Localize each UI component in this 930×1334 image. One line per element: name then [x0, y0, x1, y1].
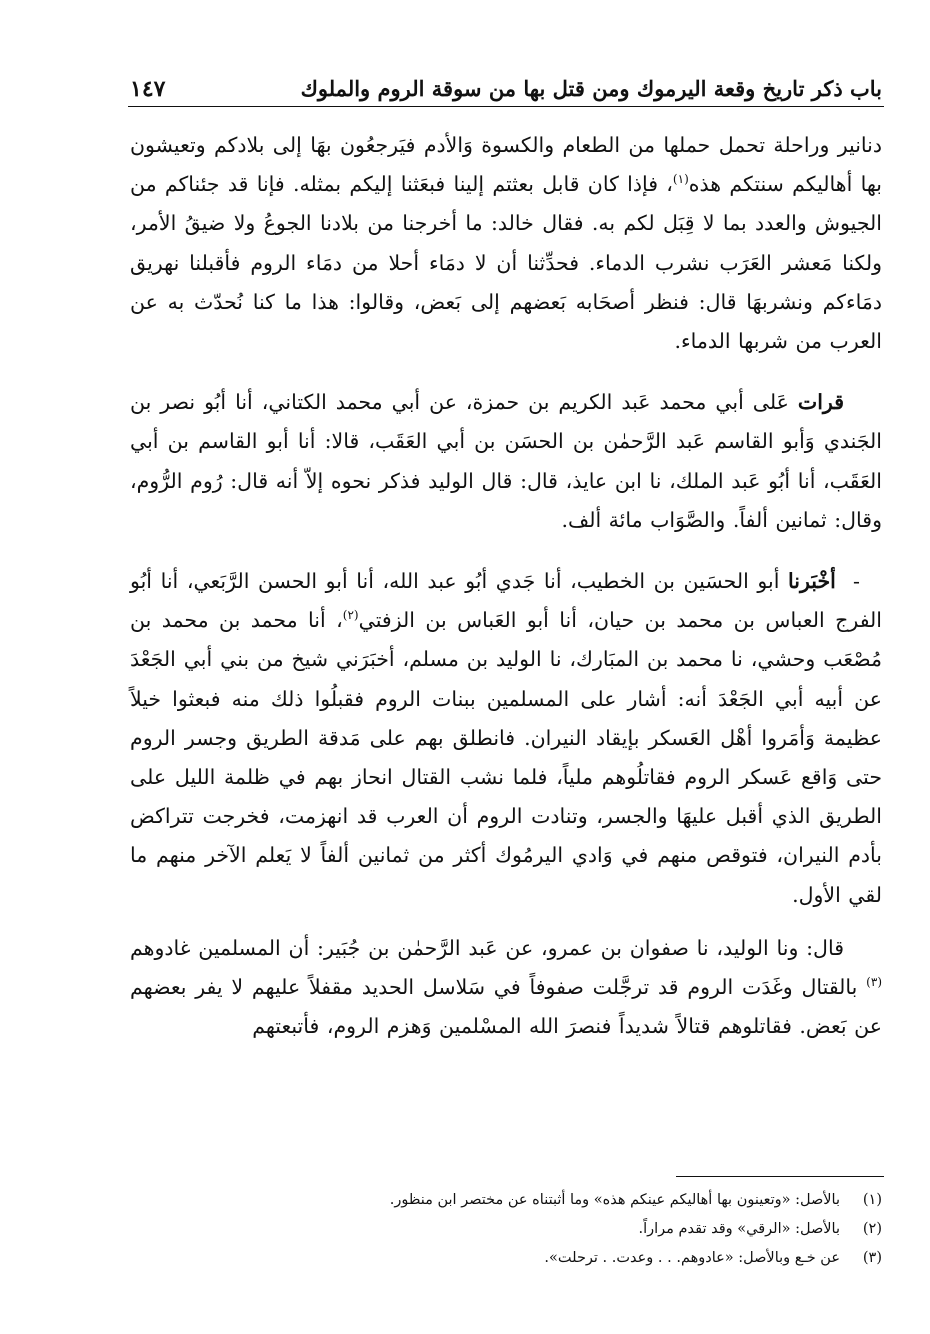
footnotes [130, 1186, 882, 1273]
footnote-ref-3[interactable]: (٣) [866, 975, 882, 990]
paragraph-2-text: عَلى أبي محمد عَبد الكريم بن حمزة، عن أبي محمد الكتاني، أنا أبُو نصر بن الجَندي وَأبو القاسم عَبد الرَّحمٰن بن الحسَن بن أبي العَقَب، قالا: أنا أبو القاسم بن أبي العَقَب، أنا أبُو عَبد الملك، نا ابن عايذ، قال: قال الوليد فذكر نحوه إلاّ أنه قال: رُوم الرُّوم، وقال: ثمانين ألفاً. والصَّوَاب مائة ألف. [130, 390, 882, 532]
footnote-number: (٢) [862, 1221, 882, 1237]
paragraph-2 [130, 383, 882, 540]
footnote-text: بالأصل: «وتعينون بها أهاليكم عينكم هذه» وما أثبتناه عن مختصر ابن منظور. [389, 1192, 840, 1208]
header-divider [128, 106, 884, 107]
footnote-2 [130, 1215, 882, 1244]
footnote-divider [676, 1176, 884, 1177]
footnote-number: (١) [862, 1192, 882, 1208]
footnote-3 [130, 1244, 882, 1273]
main-text [130, 126, 882, 1046]
paragraph-3-text-a: أبو الحسَين بن الخطيب، أنا جَدي أبُو عبد الله، أنا أبو الحسن الرَّبَعي، أنا أبُو الفرج العباس بن محمد بن حيان، أنا أبو العَباس بن الزفتي [130, 569, 883, 633]
chapter-title: باب ذكر تاريخ وقعة اليرموك ومن قتل بها من سوقة الروم والملوك [300, 76, 882, 101]
footnote-number: (٣) [862, 1250, 882, 1266]
paragraph-1 [130, 126, 882, 361]
paragraph-4-text-b: بالقتال وغَدَت الروم قد ترجَّلت صفوفاً في سَلاسل الحديد مقفلاً عليهم لا يفر بعضهم عن بَعض. فقاتلوهم قتالاً شديداً فنصرَ الله المسْلمين وَهزم الروم، فأتبعتهم [130, 975, 882, 1039]
footnote-ref-2[interactable]: (٢) [342, 608, 359, 623]
footnote-ref-1[interactable]: (١) [672, 172, 689, 187]
paragraph-3-text-b: ، أنا محمد بن محمد بن مُصْعَب وحشي، نا محمد بن المبَارك، نا الوليد بن مسلم، أخبَرَني شيخ من بني أبي الجَعْدَ عن أبيه أبي الجَعْدَ أنه: أشار على المسلمين ببنات الروم فقبلُوا ذلك منه فبعثوا خيلاً عظيمة وَأمَروا أهْل العَسكر بإيقاد النيران. فانطلق بهم على مَدقة الطريق وجسر الروم حتى وَاقع عَسكر الروم فقاتلُوهم ملياً، فلما نشب القتال انحاز بهم في ظلمة الليل على الطريق الذي أقبل عليهَا والجسر، وتنادت الروم أن العرب قد انهزمت، فخرجت تتراكض بأدم النيران، فتوقص منهم في وَادي اليرمُوك أكثر من ثمانين ألفاً لا يَعلم الآخر منهم ما لقي الأول. [130, 608, 883, 907]
paragraph-3 [130, 562, 882, 915]
running-header [130, 62, 882, 104]
paragraph-4 [130, 929, 882, 1047]
paragraph-3-dash: - [853, 569, 860, 594]
paragraph-2-lead: قرات [797, 390, 844, 415]
footnote-1 [130, 1186, 882, 1215]
footnote-text: بالأصل: «الرقي» وقد تقدم مراراً. [638, 1221, 840, 1237]
paragraph-3-lead: أخْبَرنا [788, 569, 836, 594]
paragraph-1-text-b: ، فإذا كان قابل بعثتم إلينا فبعَثنا إليكم بمثله. فإنا قد جئناكم من الجيوش والعدد بما لا قِبَل لكم به. فقال خالد: ما أخرجنا من بلادنا الجوعُ ولا ضيقُ الأمر، ولكنا مَعشر العَرَب نشرب الدماء. فحدِّثنا أن لا دمَاء أحلا من دمَاء الروم فأقبلنا نهريق دمَاءكم ونشربهَا قال: فنظر أصحَابه بَعضهم إلى بَعض، وقالوا: هذا ما كنا نُحدّث به عن العرب من شربها الدماء. [130, 172, 882, 354]
footnote-text: عن خـع وبالأصل: «عادوهم. . . وعدت. . ترحلت». [544, 1250, 840, 1266]
paragraph-1-text-a: دنانير وراحلة تحمل حملها من الطعام والكسوة وَالأدم فيَرجعُون بهَا إلى بلادكم وتعيشون بها أهاليكم سنتكم هذه [130, 133, 882, 197]
page-number: ١٤٧ [130, 76, 166, 102]
paragraph-4-text-a: قال: ونا الوليد، نا صفوان بن عمرو، عن عَبد الرَّحمٰن بن جُبَير: أن المسلمين غادوهم [130, 935, 844, 960]
